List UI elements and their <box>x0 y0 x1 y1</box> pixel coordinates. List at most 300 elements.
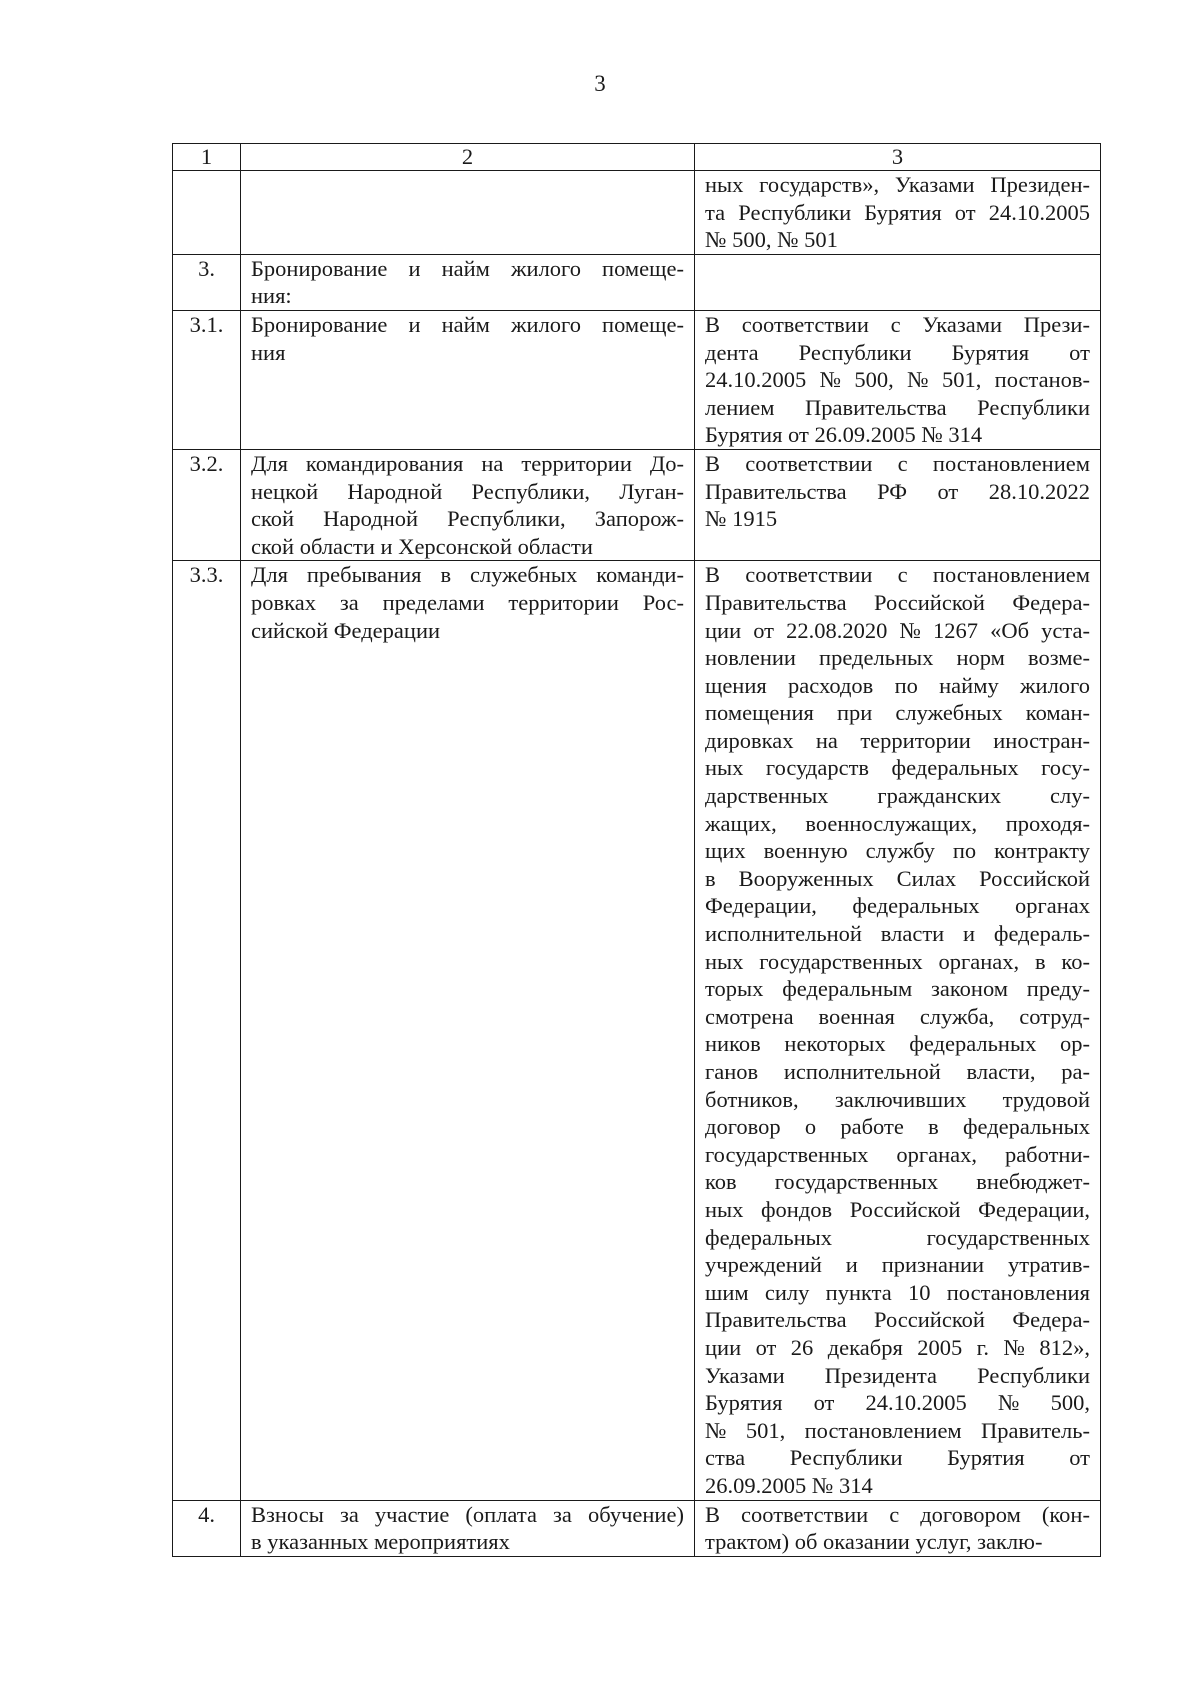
word: сотруд- <box>1019 1003 1090 1029</box>
word: гражданских <box>877 783 1002 809</box>
word: 24.10.2005 <box>988 199 1090 225</box>
word: новлении <box>705 645 796 671</box>
word: соответствии <box>741 311 869 337</box>
word: ных <box>705 755 744 781</box>
word: Республики, <box>447 506 566 532</box>
basis-line <box>705 561 1090 589</box>
word: Правительства <box>705 589 847 615</box>
table-row <box>173 561 1101 1500</box>
word: найм <box>441 255 490 281</box>
word: слу- <box>1050 783 1090 809</box>
basis-line <box>705 1417 1090 1445</box>
row-basis <box>695 254 1101 310</box>
word: Президен- <box>990 172 1090 197</box>
word: помещения <box>705 700 814 726</box>
word: иностран- <box>993 727 1090 753</box>
row-name <box>241 310 695 449</box>
table-row <box>173 449 1101 560</box>
basis-line <box>705 1224 1090 1252</box>
word: проходя- <box>1005 810 1090 836</box>
word: на <box>815 727 838 753</box>
table-header-row <box>173 144 1101 171</box>
word: г. <box>976 1334 989 1360</box>
word: с <box>890 311 901 337</box>
name-line <box>251 311 684 339</box>
word: Республики <box>789 1445 903 1471</box>
word: власти <box>880 921 945 947</box>
word: 500, <box>1050 1390 1090 1416</box>
word: по <box>952 838 977 864</box>
basis-line <box>705 1168 1090 1196</box>
word: пункта <box>825 1279 892 1305</box>
word: 10 <box>907 1279 931 1305</box>
word: участие <box>374 1501 450 1527</box>
basis-line <box>705 948 1090 976</box>
word: (оплата <box>465 1501 537 1527</box>
word: жилого <box>510 255 581 281</box>
word: Бронирование <box>251 255 388 281</box>
basis-line <box>705 199 1090 227</box>
basis-line: трактом) об оказании услуг, заклю- <box>705 1529 1043 1555</box>
basis-line <box>705 1196 1090 1224</box>
word: государственных <box>774 1169 939 1195</box>
row-basis <box>695 171 1101 255</box>
word: ных <box>705 172 744 197</box>
word: В <box>705 562 721 588</box>
word: дарственных <box>705 783 829 809</box>
word: трудовой <box>1002 1086 1090 1112</box>
word: 501, <box>745 1417 786 1443</box>
word: контракту <box>994 838 1090 864</box>
name-line: ской области и Херсонской области <box>251 533 593 559</box>
word: федеральных <box>962 1114 1090 1140</box>
basis-line <box>705 1113 1090 1141</box>
basis-line <box>705 782 1090 810</box>
basis-line <box>705 920 1090 948</box>
word: До- <box>649 450 684 476</box>
basis-line: № 1915 <box>705 506 778 532</box>
word: помеще- <box>602 255 684 281</box>
word: дировках <box>705 727 794 753</box>
word: обучение) <box>588 1501 684 1527</box>
word: пределами <box>382 589 485 615</box>
word: Рос- <box>642 589 684 615</box>
basis-line <box>705 865 1090 893</box>
word: государств», <box>759 172 880 197</box>
word: Народной <box>347 478 443 504</box>
table-row <box>173 310 1101 449</box>
word: федеральных <box>705 1224 833 1250</box>
basis-line <box>705 589 1090 617</box>
word: командирования <box>305 450 464 476</box>
word: службу <box>865 838 935 864</box>
name-line <box>251 478 684 506</box>
basis-line <box>705 394 1090 422</box>
word: Республики <box>798 339 912 365</box>
basis-line <box>705 672 1090 700</box>
word: государственных <box>705 1141 869 1167</box>
basis-line <box>705 1501 1090 1529</box>
word: та <box>705 199 726 225</box>
basis-line <box>705 171 1090 199</box>
word: в <box>440 562 452 588</box>
word: органах <box>1015 893 1090 919</box>
word: РФ <box>877 478 907 504</box>
word: постановлением <box>804 1417 962 1443</box>
row-basis <box>695 1500 1101 1556</box>
basis-line: № 500, № 501 <box>705 227 838 253</box>
word: федеральных <box>852 893 980 919</box>
word: ции <box>705 1334 742 1360</box>
word: помеще- <box>602 311 684 337</box>
word: 501, <box>941 367 982 393</box>
word: коман- <box>1025 700 1090 726</box>
word: (кон- <box>1041 1501 1090 1527</box>
name-line: ния: <box>251 283 292 309</box>
word: щения <box>705 672 767 698</box>
word: исполнительной <box>705 921 862 947</box>
basis-line <box>705 892 1090 920</box>
basis-line <box>705 727 1090 755</box>
word: Правитель- <box>981 1417 1090 1443</box>
basis-line <box>705 1141 1090 1169</box>
word: Бурятия <box>951 339 1030 365</box>
word: Запорож- <box>594 506 684 532</box>
word: Правительства <box>705 1307 847 1333</box>
basis-line <box>705 1251 1090 1279</box>
word: 812», <box>1039 1334 1090 1360</box>
word: Указами <box>705 1362 785 1388</box>
word: силу <box>764 1279 810 1305</box>
word: Прези- <box>1023 311 1090 337</box>
row-name <box>241 1500 695 1556</box>
word: уста- <box>1041 617 1090 643</box>
word: 22.08.2020 <box>786 617 888 643</box>
word: военная <box>818 1003 895 1029</box>
word: служебных <box>470 562 578 588</box>
word: предельных <box>819 645 934 671</box>
word: Для <box>251 450 288 476</box>
word: Бурятия <box>947 1445 1025 1471</box>
word: Республики <box>977 1362 1090 1388</box>
word: Бурятия <box>864 199 942 225</box>
word: жащих, <box>705 810 777 836</box>
word: 24.10.2005 <box>705 367 807 393</box>
word: ных <box>705 1196 744 1222</box>
word: ных <box>705 948 744 974</box>
word: Вооруженных <box>738 865 874 891</box>
word: постановлением <box>932 562 1090 588</box>
word: ской <box>251 506 295 532</box>
word: федеральных <box>909 1031 1037 1057</box>
table-row <box>173 171 1101 255</box>
word: В <box>705 1501 721 1527</box>
word: территории <box>521 450 632 476</box>
word: «Об <box>990 617 1030 643</box>
row-basis <box>695 310 1101 449</box>
row-number: 3.1. <box>173 310 241 449</box>
word: от <box>937 478 959 504</box>
word: 28.10.2022 <box>988 478 1090 504</box>
word: государств <box>765 755 870 781</box>
word: органах, <box>938 948 1020 974</box>
word: и <box>408 311 421 337</box>
word: дента <box>705 339 759 365</box>
word: в <box>705 865 716 891</box>
name-line: сийской Федерации <box>251 617 441 643</box>
word: Указами <box>894 172 975 197</box>
word: нецкой <box>251 478 319 504</box>
word: за <box>339 589 359 615</box>
name-line <box>251 505 684 533</box>
word: Для <box>251 562 288 588</box>
word: ботников, <box>705 1086 799 1112</box>
header-col-3: 3 <box>695 144 1101 171</box>
word: расходов <box>788 672 874 698</box>
word: найму <box>939 672 999 698</box>
basis-line <box>705 478 1090 506</box>
word: внебюджет- <box>976 1169 1090 1195</box>
basis-line <box>705 1003 1090 1031</box>
name-line: в указанных мероприятиях <box>251 1529 510 1555</box>
word: ровках <box>251 589 316 615</box>
basis-line <box>705 1444 1090 1472</box>
header-col-2: 2 <box>241 144 695 171</box>
word: торых <box>705 976 764 1002</box>
word: ков <box>705 1169 737 1195</box>
word: щих <box>705 838 746 864</box>
word: с <box>897 562 908 588</box>
word: Республики <box>977 394 1090 420</box>
word: договор <box>705 1114 781 1140</box>
name-line <box>251 255 684 283</box>
basis-line <box>705 975 1090 1003</box>
basis-line: 26.09.2005 № 314 <box>705 1472 873 1498</box>
word: Российской <box>849 1196 961 1222</box>
word: ра- <box>1061 1059 1090 1084</box>
word: ко- <box>1061 948 1090 974</box>
basis-line <box>705 366 1090 394</box>
word: Бурятия <box>705 1390 783 1416</box>
word: шим <box>705 1279 749 1305</box>
word: от <box>753 617 775 643</box>
word: власти, <box>966 1059 1036 1084</box>
word: Российской <box>874 1307 985 1333</box>
word: госу- <box>1041 755 1090 781</box>
word: при <box>836 700 873 726</box>
word: ства <box>705 1445 746 1471</box>
word: Федера- <box>1012 589 1090 615</box>
word: Президента <box>824 1362 938 1388</box>
word: норм <box>956 645 1005 671</box>
row-number: 3.2. <box>173 449 241 560</box>
word: по <box>894 672 918 698</box>
row-basis <box>695 449 1101 560</box>
word: и <box>845 1252 858 1278</box>
basis-line <box>705 1058 1090 1086</box>
word: № <box>819 367 842 393</box>
basis-line <box>705 810 1090 838</box>
basis-line <box>705 1334 1090 1362</box>
name-line <box>251 561 684 589</box>
word: № <box>997 1390 1020 1416</box>
word: договором <box>920 1501 1021 1527</box>
basis-line <box>705 1362 1090 1390</box>
word: Республики <box>738 199 852 225</box>
word: Российской <box>874 589 985 615</box>
row-number: 3. <box>173 254 241 310</box>
table-row <box>173 254 1101 310</box>
name-line <box>251 1501 684 1529</box>
word: ор- <box>1060 1031 1090 1057</box>
word: ганов <box>705 1059 759 1084</box>
word: В <box>705 450 721 476</box>
row-basis <box>695 561 1101 1500</box>
word: Взносы <box>251 1501 324 1527</box>
word: за <box>339 1501 359 1527</box>
word: № <box>899 617 921 643</box>
word: заключивших <box>834 1086 967 1112</box>
word: 1267 <box>933 617 979 643</box>
word: найм <box>441 311 490 337</box>
word: военную <box>763 838 848 864</box>
word: от <box>755 1334 777 1360</box>
word: Федерации, <box>705 893 817 919</box>
word: некоторых <box>784 1031 886 1057</box>
row-name <box>241 561 695 1500</box>
name-line <box>251 589 684 617</box>
word: соответствии <box>741 1501 869 1527</box>
word: и <box>408 255 421 281</box>
word: Народной <box>323 506 419 532</box>
word: жилого <box>1019 672 1090 698</box>
word: территории <box>508 589 619 615</box>
word: территории <box>860 727 971 753</box>
word: 26 <box>790 1334 814 1360</box>
word: Луган- <box>619 478 684 504</box>
basis-line <box>705 339 1090 367</box>
row-number: 3.3. <box>173 561 241 1500</box>
word: и <box>963 921 976 947</box>
word: федеральным <box>782 976 913 1002</box>
basis-line <box>705 1389 1090 1417</box>
word: военнослужащих, <box>805 810 978 836</box>
word: соответствии <box>745 562 873 588</box>
basis-line: Бурятия от 26.09.2005 № 314 <box>705 422 983 448</box>
word: на <box>481 450 504 476</box>
word: Республики, <box>471 478 591 504</box>
word: возме- <box>1027 645 1090 671</box>
word: Федера- <box>1012 1307 1090 1333</box>
word: № <box>705 1417 727 1443</box>
basis-line <box>705 754 1090 782</box>
row-name <box>241 449 695 560</box>
word: пребывания <box>306 562 422 588</box>
word: № <box>1003 1334 1025 1360</box>
basis-line <box>705 644 1090 672</box>
basis-line <box>705 1306 1090 1334</box>
basis-line <box>705 617 1090 645</box>
expenses-table <box>172 143 1101 1557</box>
word: федераль- <box>993 921 1090 947</box>
word: государственных <box>926 1224 1090 1250</box>
word: работе <box>840 1114 904 1140</box>
word: от <box>954 199 976 225</box>
word: соответствии <box>745 450 873 476</box>
basis-line <box>705 1030 1090 1058</box>
page-number: 3 <box>594 71 606 96</box>
basis-line <box>705 1279 1090 1307</box>
word: от <box>1069 339 1090 365</box>
word: ции <box>705 617 742 643</box>
row-name <box>241 171 695 255</box>
basis-line <box>705 450 1090 478</box>
word: признании <box>881 1252 985 1278</box>
basis-line <box>705 311 1090 339</box>
word: № <box>907 367 929 393</box>
word: Правительства <box>705 478 847 504</box>
word: Правительства <box>805 394 947 420</box>
word: от <box>1069 1445 1090 1471</box>
word: постанов- <box>994 367 1090 393</box>
word: федеральных <box>891 755 1019 781</box>
basis-line <box>705 837 1090 865</box>
word: лением <box>705 394 775 420</box>
word: Указами <box>922 311 1003 337</box>
word: ников <box>705 1031 761 1057</box>
word: преду- <box>1026 976 1090 1002</box>
word: 500, <box>854 367 894 393</box>
basis-line <box>705 699 1090 727</box>
word: Федерации, <box>978 1196 1090 1222</box>
header-col-1: 1 <box>173 144 241 171</box>
name-line <box>251 450 684 478</box>
word: в <box>1034 948 1046 974</box>
word: органах, <box>896 1141 977 1167</box>
word: учреждений <box>705 1252 822 1278</box>
word: Российской <box>979 865 1090 891</box>
word: команди- <box>596 562 684 588</box>
word: работни- <box>1004 1141 1090 1167</box>
word: постановлением <box>932 450 1090 476</box>
word: от <box>813 1390 835 1416</box>
word: постановления <box>946 1279 1090 1305</box>
word: жилого <box>510 311 581 337</box>
word: В <box>705 311 721 337</box>
row-number <box>173 171 241 255</box>
word: декабря <box>827 1334 903 1360</box>
word: в <box>928 1114 939 1140</box>
basis-line <box>705 1086 1090 1114</box>
word: 2005 <box>917 1334 963 1360</box>
word: 24.10.2005 <box>865 1390 967 1416</box>
word: Бронирование <box>251 311 388 337</box>
word: государственных <box>759 948 923 974</box>
word: фондов <box>760 1196 833 1222</box>
table-row <box>173 1500 1101 1556</box>
name-line: ния <box>251 339 286 365</box>
row-number: 4. <box>173 1500 241 1556</box>
word: Силах <box>896 865 957 891</box>
word: о <box>804 1114 817 1140</box>
word: с <box>897 450 908 476</box>
word: с <box>889 1501 900 1527</box>
word: служба, <box>919 1003 995 1029</box>
word: исполнительной <box>783 1059 941 1084</box>
word: за <box>553 1501 572 1527</box>
word: законом <box>931 976 1009 1002</box>
row-name <box>241 254 695 310</box>
